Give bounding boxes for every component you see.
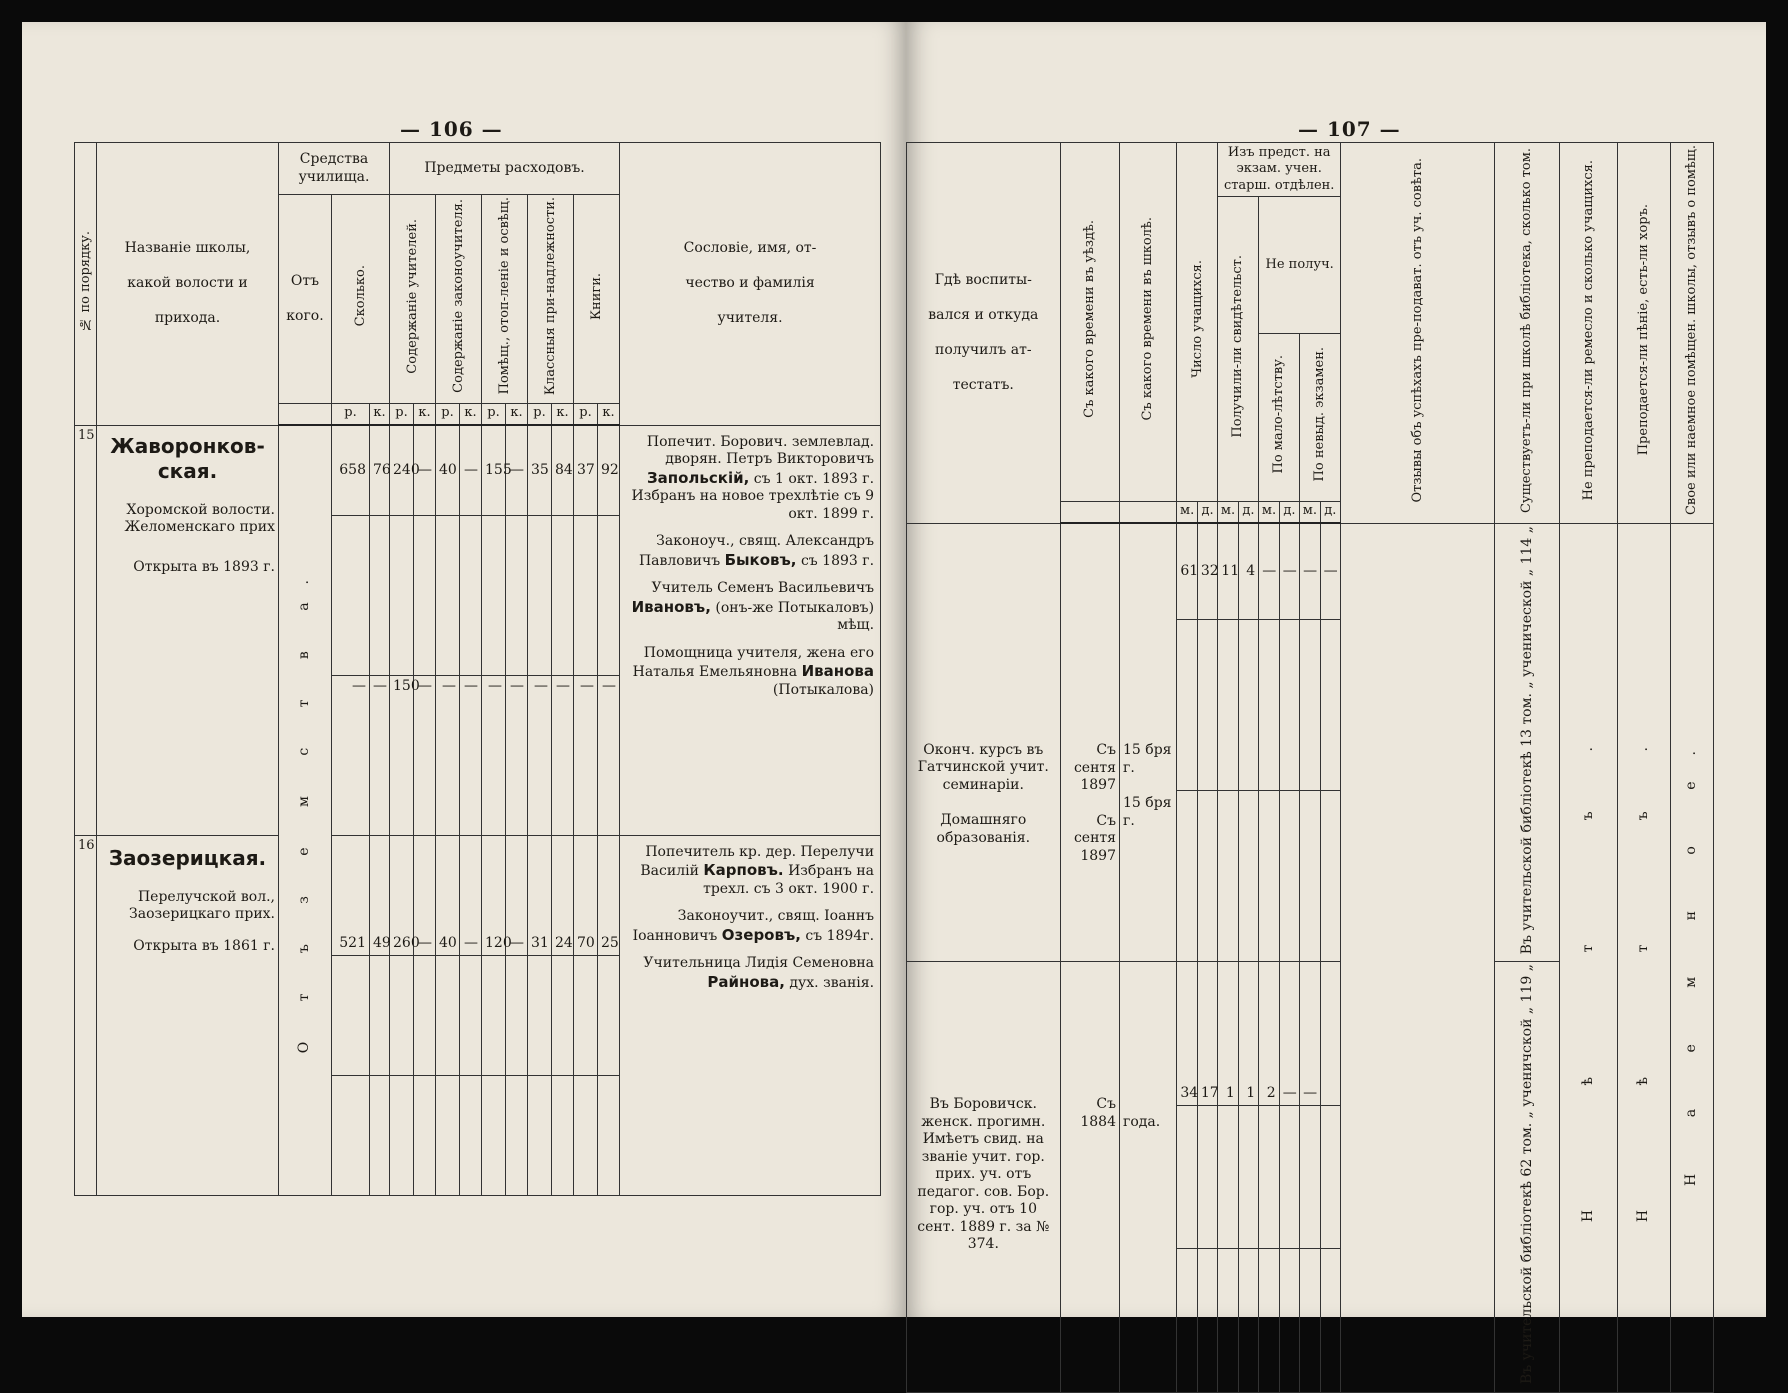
district-cell: Съ сентя 1897 Съ сентя 1897 <box>1060 523 1119 962</box>
header-received: Получили-ли свидѣтельст. <box>1218 196 1259 501</box>
school-parish: Хоромской волости. Желоменскаго прих <box>124 501 275 536</box>
school-since-cell: 15 бря г. 15 бря г. <box>1120 523 1177 962</box>
header-singing: Преподается-ли пѣніе, есть-ли хоръ. <box>1617 143 1670 524</box>
table-row: Оконч. курсъ въ Гатчинской учит. семинаріи. Домашняго образованія. Съ сентя 1897 Съ сентя 1897 15 бря г. 15 бря г. 61 32 11 4 — — — — Въ учительской библіотекѣ 13 том. „ ученической „ 114 „ Н ѣ т ъ. Н ѣ т ъ. Н а е м н о е. <box>907 523 1714 619</box>
row-number: 16 <box>75 835 97 1195</box>
header-since-district: Съ какого времени въ уѣздѣ. <box>1060 143 1119 502</box>
school-cell <box>97 835 279 1195</box>
header-school-name: Названіе школы, какой волости и прихода. <box>97 143 279 426</box>
school-opened: Открыта въ 1893 г. <box>133 558 275 575</box>
singing-value: Н ѣ т ъ. <box>1617 523 1670 1392</box>
ledger-table-left: № по порядку. Названіе школы, какой волости и прихода. Средства училища. Предметы расходовъ. Сословіе, имя, от- чество и фамилія учителя. Отъ кого. Сколько. Содержаніе учителей. Содержаніе законоучителя. Помѣщ., отоп-леніе и освѣщ. Классныя при-надлежности. Книги. р. к. р. к. р. к. р. к. р. к. р. к. 15 Жаворонков-ская. Хоромской волости. Желоменскаго прих Открыта въ 1893 г. О т ъ з е м с т в а. 658 76 240 — 40 — 155 — 35 84 37 92 Попечит. Борович. землевлад. дворян. Петръ Викторовичъ Запольскій, съ 1 окт. 1893 г. Избранъ на новое трехлѣтіе съ 9 окт. 1899 г. Законоуч., свящ. Александръ Павловичъ Быковъ, съ 1893 г. Учитель Семенъ Васильевичъ Ивановъ, (онъ-же Потыкаловъ) мѣщ. Помощница учителя, жена его Наталья Емельяновна Иванова (Потыкалова) — — 150 — — — — — — — — — 16 Заозерицкая. Перелучской вол., Заозерицкаго прих. Открыта въ 1861 г. 521 49 260 — 40 — 120 — 31 24 70 25 Попечитель кр. дер. Перелучи Василій Карповъ. Избранъ на трехл. съ 3 окт. 1900 г. Законоучит., свящ. Іоаннъ Іоанновичъ Озеровъ, съ 1894г. Учительница Лидія Семеновна Райнова, дух. званія. <box>74 142 881 1196</box>
header-minor: По мало-лѣтству. <box>1259 333 1300 501</box>
unit-k: к. <box>370 403 390 425</box>
header-library: Существуетъ-ли при школѣ библіотека, сколько том. <box>1494 143 1560 524</box>
header-failed: По невыд. экзамен. <box>1300 333 1341 501</box>
ledger-table-right: Гдѣ воспиты- вался и откуда получилъ ат- тестатъ. Съ какого времени въ уѣздѣ. Съ какого времени въ школѣ. Число учащихся. Изъ предст. на экзам. учен. старш. отдѣлен. Отзывы объ успѣхахъ пре-подават. отъ уч. совѣта. Существуетъ-ли при школѣ библіотека, сколько том. Не преподается-ли ремесло и сколько учащихся. Преподается-ли пѣніе, есть-ли хоръ. Свое или наемное помѣщен. школы, отзывъ о помѣщ. Получили-ли свидѣтельст. Не получ. По мало-лѣтству. По невыд. экзамен. м. д. м. д. м. д. м. д. Оконч. курсъ въ Гатчинской учит. семинаріи. Домашняго образованія. Съ сентя 1897 Съ сентя 1897 15 бря г. 15 бря г. 61 32 11 4 — — — — Въ учительской библіотекѣ 13 том. „ ученической „ 114 „ Н ѣ т ъ. Н ѣ т ъ. Н а е м н о е. Въ Боровичск. женск. прогимн. Имѣетъ свид. на званіе учит. гор. прих. уч. отъ педагог. сов. Бор. гор. уч. отъ 10 сент. 1889 г. за № 374. Съ 1884 года. 34 17 1 1 2 — — Въ учительской библіотекѣ 62 том. „ ученичской „ 119 „ <box>906 142 1714 1393</box>
header-reviews: Отзывы объ успѣхахъ пре-подават. отъ уч. совѣта. <box>1341 143 1495 524</box>
school-name: Жаворонков-ская. <box>110 433 265 483</box>
school-name: Заозерицкая. <box>108 845 267 870</box>
edu-cell: Оконч. курсъ въ Гатчинской учит. семинаріи. Домашняго образованія. <box>907 523 1061 962</box>
table-row: 15 Жаворонков-ская. Хоромской волости. Желоменскаго прих Открыта въ 1893 г. О т ъ з е м с т в а. 658 76 240 — 40 — 155 — 35 84 37 92 Попечит. Борович. землевлад. дворян. Петръ Викторовичъ Запольскій, съ 1 окт. 1893 г. Избранъ на новое трехлѣтіе съ 9 окт. 1899 г. Законоуч., свящ. Александръ Павловичъ Быковъ, съ 1893 г. Учитель Семенъ Васильевичъ Ивановъ, (онъ-же Потыкаловъ) мѣщ. Помощница учителя, жена его Наталья Емельяновна Иванова (Потыкалова) <box>75 425 881 515</box>
header-premises: Свое или наемное помѣщен. школы, отзывъ о помѣщ. <box>1670 143 1713 524</box>
header-funds: Средства училища. <box>279 143 390 195</box>
from-whom-value: О т ъ з е м с т в а. <box>279 425 332 1195</box>
person-cell: Попечит. Борович. землевлад. дворян. Петръ Викторовичъ Запольскій, съ 1 окт. 1893 г. Избранъ на новое трехлѣтіе съ 9 окт. 1899 г. Законоуч., свящ. Александръ Павловичъ Быковъ, съ 1893 г. Учитель Семенъ Васильевичъ Ивановъ, (онъ-же Потыкаловъ) мѣщ. Помощница учителя, жена его Наталья Емельяновна Иванова (Потыкалова) <box>620 425 881 835</box>
header-from-whom: Отъ кого. <box>279 195 332 404</box>
header-law-teacher-pay: Содержаніе законоучителя. <box>436 195 482 404</box>
school-since-cell: года. <box>1120 962 1177 1393</box>
left-page <box>22 22 906 1317</box>
header-expenses: Предметы расходовъ. <box>390 143 620 195</box>
header-not-received: Не получ. <box>1259 196 1341 333</box>
header-since-school: Съ какого времени въ школѣ. <box>1120 143 1177 502</box>
reviews-cell <box>1341 523 1495 1392</box>
header-teachers-pay: Содержаніе учителей. <box>390 195 436 404</box>
right-page <box>906 22 1766 1385</box>
header-how-much: Сколько. <box>332 195 390 404</box>
header-exam: Изъ предст. на экзам. учен. старш. отдѣлен. <box>1218 143 1341 197</box>
table-row: 16 Заозерицкая. Перелучской вол., Заозерицкаго прих. Открыта въ 1861 г. 521 49 260 — 40 — 120 — 31 24 70 25 Попечитель кр. дер. Перелучи Василій Карповъ. Избранъ на трехл. съ 3 окт. 1900 г. Законоучит., свящ. Іоаннъ Іоанновичъ Озеровъ, съ 1894г. Учительница Лидія Семеновна Райнова, дух. званія. <box>75 835 881 955</box>
header-craft: Не преподается-ли ремесло и сколько учащихся. <box>1560 143 1617 524</box>
craft-value: Н ѣ т ъ. <box>1560 523 1617 1392</box>
header-premises: Помѣщ., отоп-леніе и освѣщ. <box>482 195 528 404</box>
unit-r: р. <box>332 403 370 425</box>
school-opened: Открыта въ 1861 г. <box>133 937 275 954</box>
school-parish: Перелучской вол., Заозерицкаго прих. <box>129 888 275 923</box>
table-row: — — 150 — — — — — — — — — <box>75 675 881 835</box>
header-no: № по порядку. <box>75 143 97 426</box>
edu-cell: Въ Боровичск. женск. прогимн. Имѣетъ свид. на званіе учит. гор. прих. уч. отъ педагог. сов. Бор. гор. уч. отъ 10 сент. 1889 г. за № 374. <box>907 962 1061 1393</box>
district-cell: Съ 1884 <box>1060 962 1119 1393</box>
school-cell <box>97 425 279 835</box>
header-class-supplies: Классныя при-надлежности. <box>528 195 574 404</box>
header-pupils: Число учащихся. <box>1177 143 1218 502</box>
header-books: Книги. <box>574 195 620 404</box>
library-cell: Въ учительской библіотекѣ 13 том. „ ученической „ 114 „ <box>1494 523 1560 962</box>
header-educated: Гдѣ воспиты- вался и откуда получилъ ат- тестатъ. <box>907 143 1061 524</box>
page-number: — 107 — <box>1298 117 1401 141</box>
person-cell: Попечитель кр. дер. Перелучи Василій Карповъ. Избранъ на трехл. съ 3 окт. 1900 г. Законоучит., свящ. Іоаннъ Іоанновичъ Озеровъ, съ 1894г. Учительница Лидія Семеновна Райнова, дух. званія. <box>620 835 881 1195</box>
table-row: Въ Боровичск. женск. прогимн. Имѣетъ свид. на званіе учит. гор. прих. уч. отъ педагог. сов. Бор. гор. уч. отъ 10 сент. 1889 г. за № 374. Съ 1884 года. 34 17 1 1 2 — — Въ учительской библіотекѣ 62 том. „ ученичской „ 119 „ <box>907 962 1714 1106</box>
premises-value: Н а е м н о е. <box>1670 523 1713 1392</box>
library-cell: Въ учительской библіотекѣ 62 том. „ ученичской „ 119 „ <box>1494 962 1560 1393</box>
header-person: Сословіе, имя, от- чество и фамилія учителя. <box>620 143 881 426</box>
page-number: — 106 — <box>400 117 503 141</box>
row-number: 15 <box>75 425 97 835</box>
